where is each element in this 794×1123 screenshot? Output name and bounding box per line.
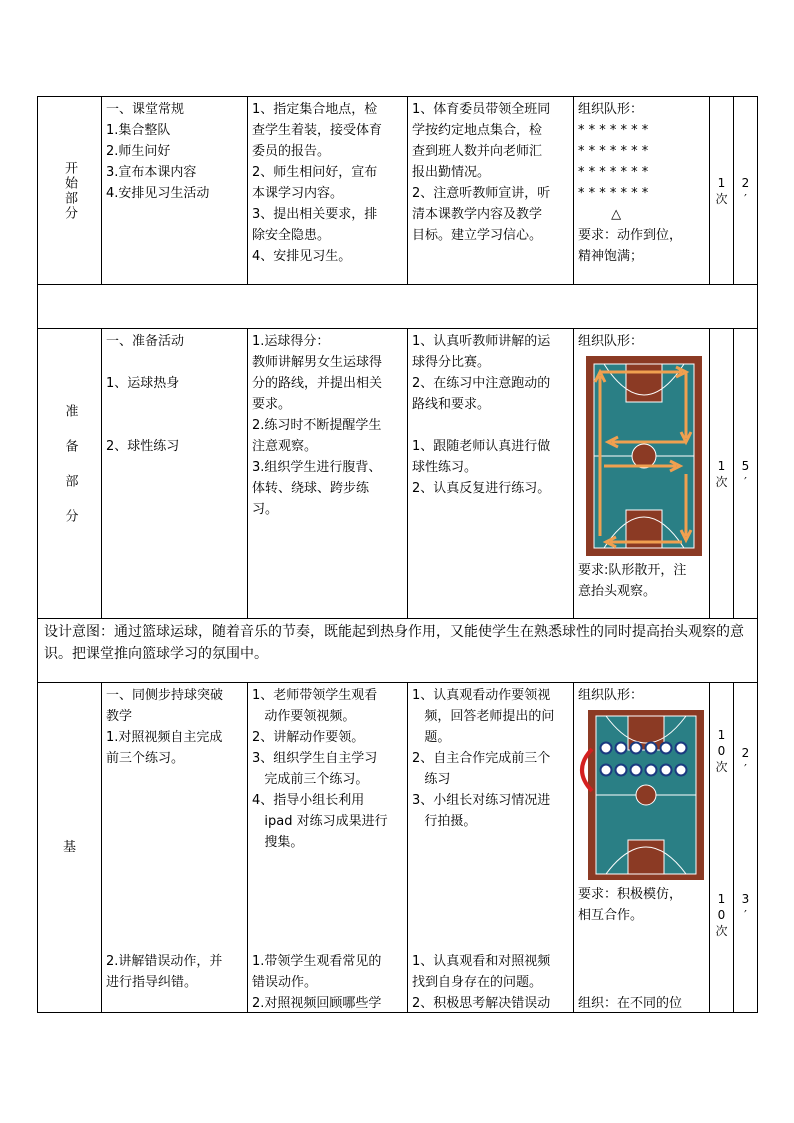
basic-org-req-line: 相互合作。 <box>578 908 644 923</box>
basic-student-line: 练习 <box>412 772 451 787</box>
basic-student-line: 3、小组长对练习情况进 <box>412 793 551 808</box>
player-marker <box>661 743 672 754</box>
start-org-cell <box>574 97 710 285</box>
basic-duration-cell <box>734 683 758 1013</box>
prep-teacher-line: 2.练习时不断提醒学生 <box>252 418 382 433</box>
section-label-start <box>38 97 102 285</box>
basic-org-title: 组织队形： <box>578 688 644 703</box>
basic-times-cell <box>710 683 734 1013</box>
start-org-line: 精神饱满； <box>578 249 644 264</box>
basic-duration-char: 3 <box>741 892 750 906</box>
prep-student-line: 1、跟随老师认真进行做 <box>412 439 551 454</box>
player-marker <box>676 743 687 754</box>
start-student-line: 1、体育委员带领全班同 <box>412 102 551 117</box>
prep-student-line: 2、认真反复进行练习。 <box>412 481 551 496</box>
rotation-arrow-icon <box>570 745 594 795</box>
start-teacher-line: 除安全隐患。 <box>252 228 331 243</box>
prep-teacher-line: 要求。 <box>252 397 292 412</box>
basic-duration-char: 2 <box>741 746 750 760</box>
player-marker <box>601 765 612 776</box>
start-org-line: 要求：动作到位， <box>578 228 683 243</box>
basic-times-char: 0 <box>717 744 726 758</box>
prep-teacher-line: 体转、绕球、跨步练 <box>252 481 370 496</box>
start-duration-cell <box>734 97 758 285</box>
prep-teacher-line: 习。 <box>252 502 279 517</box>
basic-content-line: 2.讲解错误动作，并 <box>106 954 223 969</box>
prep-teacher-line: 1.运球得分： <box>252 334 330 349</box>
start-org-line: 组织队形： <box>578 102 644 117</box>
start-row <box>38 97 758 285</box>
prep-student-line: 2、在练习中注意跑动的 <box>412 376 551 391</box>
start-teacher-cell <box>248 97 408 285</box>
section-prep-text: 准备部分 <box>62 403 78 544</box>
prep-duration-char: 5 <box>741 458 750 473</box>
basic-content-line: 教学 <box>106 709 133 724</box>
player-marker <box>631 765 642 776</box>
start-teacher-line: 1、指定集合地点，检 <box>252 102 378 117</box>
basic-org-2: 组织：在不同的位 <box>578 996 683 1011</box>
start-org-line: △ <box>578 207 622 222</box>
prep-student-line: 1、认真听教师讲解的运 <box>412 334 551 349</box>
empty-row <box>38 285 758 329</box>
basic-teacher-line: 3、组织学生自主学习 <box>252 751 378 766</box>
basic-content-line: 进行指导纠错。 <box>106 975 198 990</box>
player-marker <box>661 765 672 776</box>
basic-student-line: 1、认真观看和对照视频 <box>412 954 551 969</box>
prep-teacher-line: 教师讲解男女生运球得 <box>252 355 383 370</box>
basic-row <box>38 683 758 1013</box>
basic-duration-char: ′ <box>744 908 747 922</box>
basic-times-char: 0 <box>717 908 726 922</box>
start-teacher-line: 查学生着装，接受体育 <box>252 123 383 138</box>
prep-teacher-cell <box>248 329 408 619</box>
basic-content-line: 一、同侧步持球突破 <box>106 688 224 703</box>
prep-teacher-line: 分的路线，并提出相关 <box>252 376 383 391</box>
basic-teacher-line: 1.带领学生观看常见的 <box>252 954 382 969</box>
basketball-court-diagram-prep <box>586 356 702 556</box>
section-start-text: 开始部分 <box>62 160 77 221</box>
separator-row <box>38 285 758 329</box>
basic-duration-char: ′ <box>744 762 747 776</box>
prep-student-line: 球得分比赛。 <box>412 355 491 370</box>
prep-student-cell <box>408 329 574 619</box>
start-times-char: 次 <box>715 191 728 206</box>
basic-content-line: 1.对照视频自主完成 <box>106 730 223 745</box>
start-content-line: 1.集合整队 <box>106 123 171 138</box>
start-student-line: 报出勤情况。 <box>412 165 491 180</box>
start-org-line: * * * * * * * <box>578 165 649 180</box>
start-student-line: 清本课教学内容及教学 <box>412 207 543 222</box>
start-student-line: 学按约定地点集合，检 <box>412 123 543 138</box>
start-student-line: 查到班人数并向老师汇 <box>412 144 543 159</box>
start-duration-char: ′ <box>744 191 747 206</box>
basic-teacher-line: 4、指导小组长利用 <box>252 793 365 808</box>
basic-teacher-line: 动作要领视频。 <box>252 709 356 724</box>
prep-teacher-line: 3.组织学生进行腹背、 <box>252 460 382 475</box>
prep-org-cell <box>574 329 710 619</box>
basic-times-char: 1 <box>717 728 726 742</box>
prep-content-title: 一、准备活动 <box>106 334 185 349</box>
start-content-line: 一、课堂常规 <box>106 102 185 117</box>
basic-content-cell <box>102 683 248 1013</box>
player-marker <box>676 765 687 776</box>
start-org-line: * * * * * * * <box>578 186 649 201</box>
prep-times-cell <box>710 329 734 619</box>
section-basic-text: 基 <box>62 840 76 855</box>
start-times-cell <box>710 97 734 285</box>
basic-teacher-line: 完成前三个练习。 <box>252 772 369 787</box>
start-teacher-line: 4、安排见习生。 <box>252 249 352 264</box>
prep-row <box>38 329 758 619</box>
basic-teacher-line: 1、老师带领学生观看 <box>252 688 378 703</box>
prep-student-line: 路线和要求。 <box>412 397 491 412</box>
prep-duration-cell <box>734 329 758 619</box>
prep-times-char: 1 <box>717 458 726 473</box>
start-content-line: 2.师生问好 <box>106 144 171 159</box>
start-student-line: 2、注意听教师宣讲，听 <box>412 186 551 201</box>
basic-times-char: 次 <box>715 924 728 938</box>
start-content-line: 4.安排见习生活动 <box>106 186 210 201</box>
design-intent: 设计意图：通过篮球运球，随着音乐的节奏，既能起到热身作用，又能使学生在熟悉球性的同时提高抬头观察的意识。把课堂推向篮球学习的氛围中。 <box>38 619 758 683</box>
basic-student-line: 找到自身存在的问题。 <box>412 975 543 990</box>
start-duration-char: 2 <box>741 175 750 190</box>
start-org-line: * * * * * * * <box>578 144 649 159</box>
basic-teacher-line: 2、讲解动作要领。 <box>252 730 365 745</box>
basketball-court-diagram-basic <box>588 710 704 880</box>
start-content-cell <box>102 97 248 285</box>
basic-times-char: 1 <box>717 892 726 906</box>
basic-org-cell <box>574 683 710 1013</box>
prep-org-req-line: 意抬头观察。 <box>578 584 657 599</box>
prep-times-char: 次 <box>715 474 728 489</box>
basic-teacher-cell <box>248 683 408 1013</box>
prep-org-req-line: 要求:队形散开，注 <box>578 563 687 578</box>
section-label-prep <box>38 329 102 619</box>
basic-student-line: 2、自主合作完成前三个 <box>412 751 551 766</box>
section-label-basic <box>38 683 102 1013</box>
prep-org-title: 组织队形： <box>578 334 644 349</box>
start-teacher-line: 2、师生相问好，宣布 <box>252 165 378 180</box>
basic-student-line: 题。 <box>412 730 451 745</box>
player-marker <box>616 765 627 776</box>
design-row <box>38 619 758 683</box>
player-marker <box>631 743 642 754</box>
basic-org-req-line: 要求：积极模仿， <box>578 887 683 902</box>
prep-teacher-line: 注意观察。 <box>252 439 318 454</box>
prep-content-item-2: 2、球性练习 <box>106 439 180 454</box>
prep-content-item-1: 1、运球热身 <box>106 376 180 391</box>
lesson-plan-table <box>37 96 758 1013</box>
start-student-cell <box>408 97 574 285</box>
prep-content-cell <box>102 329 248 619</box>
basic-student-line: 2、积极思考解决错误动 <box>412 996 551 1011</box>
start-student-line: 目标。建立学习信心。 <box>412 228 543 243</box>
basic-teacher-line: ipad 对练习成果进行 <box>252 814 388 829</box>
basic-teacher-line: 2.对照视频回顾哪些学 <box>252 996 382 1011</box>
basic-student-line: 1、认真观看动作要领视 <box>412 688 551 703</box>
basic-student-line: 频，回答老师提出的问 <box>412 709 555 724</box>
prep-student-line: 球性练习。 <box>412 460 478 475</box>
start-teacher-line: 3、提出相关要求，排 <box>252 207 378 222</box>
prep-duration-char: ′ <box>744 474 747 489</box>
basic-student-line: 行拍摄。 <box>412 814 477 829</box>
player-marker <box>646 765 657 776</box>
player-marker <box>646 743 657 754</box>
player-marker <box>601 743 612 754</box>
basic-content-line: 前三个练习。 <box>106 751 185 766</box>
start-org-line: * * * * * * * <box>578 123 649 138</box>
start-content-line: 3.宣布本课内容 <box>106 165 197 180</box>
start-times-char: 1 <box>717 175 726 190</box>
start-teacher-line: 委员的报告。 <box>252 144 331 159</box>
player-marker <box>616 743 627 754</box>
start-teacher-line: 本课学习内容。 <box>252 186 344 201</box>
basic-times-char: 次 <box>715 760 728 774</box>
basic-student-cell <box>408 683 574 1013</box>
basic-teacher-line: 错误动作。 <box>252 975 318 990</box>
basic-teacher-line: 搜集。 <box>252 835 304 850</box>
